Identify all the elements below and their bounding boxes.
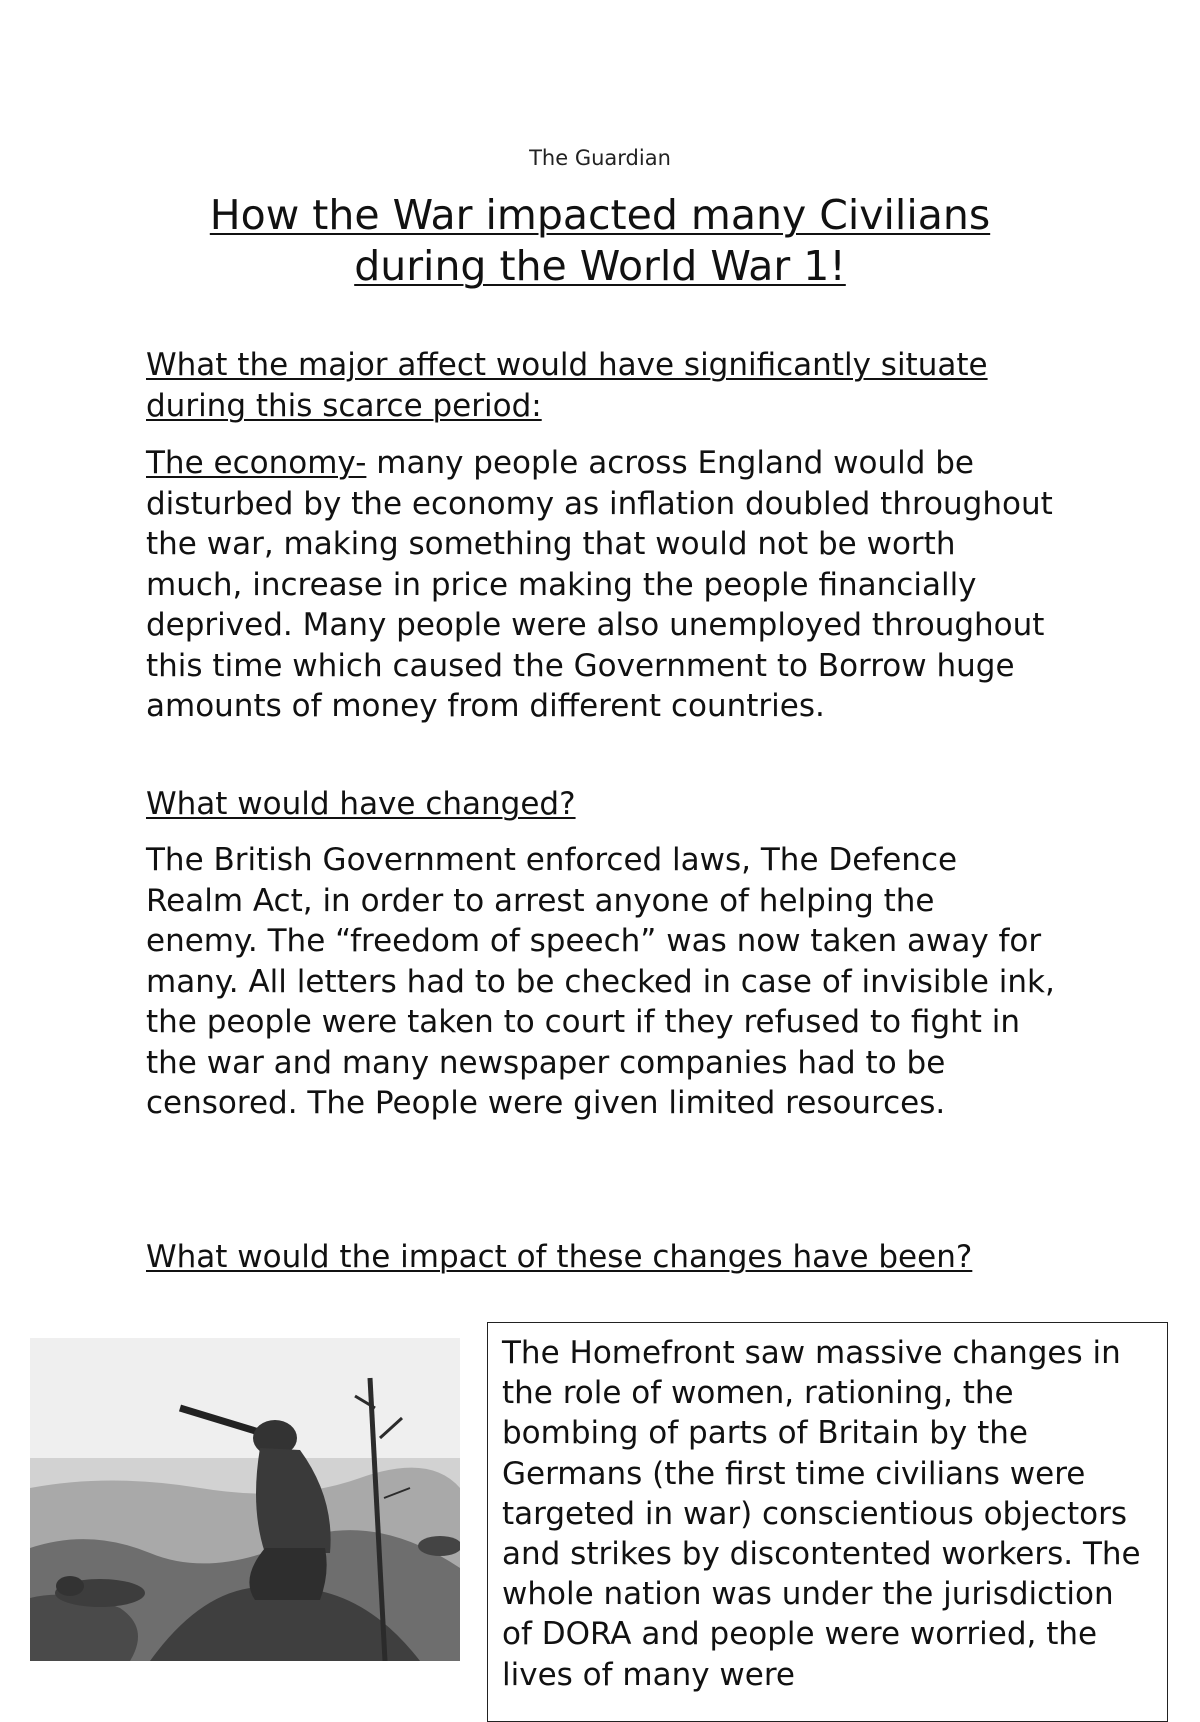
section-heading-major-affect: What the major affect would have significantly situate during this scarce period:: [146, 347, 988, 424]
publication-name: The Guardian: [529, 146, 671, 170]
paragraph-changes: The British Government enforced laws, The Defence Realm Act, in order to arrest anyone of helping the enemy. The “freedom of speech” was now taken away for many. All letters had to be checked in case of invisible ink, the people were taken to court if they refused to fight in the war and many newspaper companies had to be censored. The People were given limited resources.: [146, 842, 1055, 1121]
paragraph-economy: [146, 443, 1056, 727]
page-title: How the War impacted many Civilians during the World War 1!: [209, 191, 991, 290]
economy-body: many people across England would be disturbed by the economy as inflation doubled throughout the war, making something that would not be worth much, increase in price making the people financially deprived. Many people were also unemployed throughout this time which caused the Government to Borrow huge amounts of money from different countries.: [146, 445, 1053, 724]
section-heading-impact: What would the impact of these changes have been?: [146, 1239, 973, 1275]
economy-lead: The economy-: [146, 445, 367, 481]
war-photo: [30, 1338, 460, 1661]
war-photo-soldiers-icon: [30, 1338, 460, 1661]
section-heading-changes: What would have changed?: [146, 786, 576, 822]
homefront-textbox: The Homefront saw massive changes in the role of women, rationing, the bombing of parts of Britain by the Germans (the first time civilians were targeted in war) conscientious objectors and strikes by discontented workers. The whole nation was under the jurisdiction of DORA and people were worried, the lives of many were: [487, 1322, 1168, 1722]
